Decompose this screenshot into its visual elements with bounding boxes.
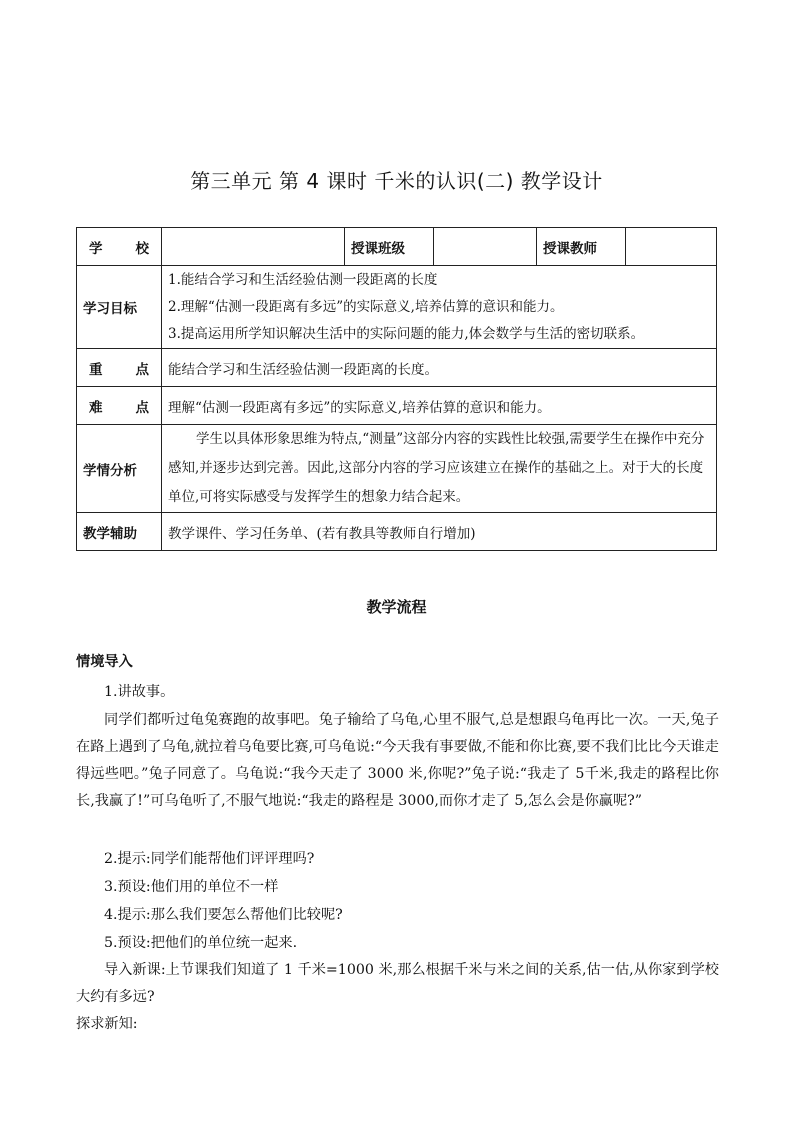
step-3: 3.预设:他们用的单位不一样 xyxy=(104,879,279,895)
teacher-label: 授课教师 xyxy=(537,228,626,266)
table-row xyxy=(77,228,717,266)
table-row xyxy=(77,513,717,551)
step-1: 1.讲故事。 xyxy=(104,684,175,700)
intro-paragraph: 导入新课:上节课我们知道了 1 千米=1000 米,那么根据千米与米之间的关系,估一估,从你家到学校大约有多远? xyxy=(76,962,719,1005)
step-5: 5.预设:把他们的单位统一起来. xyxy=(104,935,298,951)
key-label: 重 点 xyxy=(77,349,162,387)
step-4: 4.提示:那么我们要怎么帮他们比较呢? xyxy=(104,907,343,923)
analysis-value xyxy=(162,425,717,513)
aids-value: 教学课件、学习任务单、(若有教具等教师自行增加) xyxy=(162,513,717,551)
goals-cell xyxy=(162,266,717,349)
school-label: 学 校 xyxy=(77,228,162,266)
step-2: 2.提示:同学们能帮他们评评理吗? xyxy=(104,851,315,867)
key-value: 能结合学习和生活经验估测一段距离的长度。 xyxy=(162,349,717,387)
aids-label: 教学辅助 xyxy=(77,513,162,551)
table-row xyxy=(77,266,717,349)
goal-item: 1.能结合学习和生活经验估测一段距离的长度 xyxy=(168,271,438,288)
table-row xyxy=(77,425,717,513)
goal-item: 2.理解“估测一段距离有多远”的实际意义,培养估算的意识和能力。 xyxy=(168,298,564,315)
school-value xyxy=(162,228,345,266)
table-row xyxy=(77,387,717,425)
goals-label: 学习目标 xyxy=(77,266,162,349)
difficult-label: 难 点 xyxy=(77,387,162,425)
analysis-text: 学生以具体形象思维为特点,“测量”这部分内容的实践性比较强,需要学生在操作中充分感知,并逐步达到完善。因此,这部分内容的学习应该建立在操作的基础之上。对于大的长度单位,可将实际感受与发挥学生的想象力结合起来。 xyxy=(168,431,705,505)
table-row xyxy=(77,349,717,387)
class-value xyxy=(434,228,537,266)
analysis-label: 学情分析 xyxy=(77,425,162,513)
teacher-value xyxy=(626,228,717,266)
story-paragraph: 同学们都听过龟兔赛跑的故事吧。兔子输给了乌龟,心里不服气,总是想跟乌龟再比一次。一天,兔子在路上遇到了乌龟,就拉着乌龟要比赛,可乌龟说:“今天我有事要做,不能和你比赛,要不我们比比今天谁走得远些吧。”兔子同意了。乌龟说:“我今天走了 3000 米,你呢?”兔子说:“我走了 5千米,我走的路程比你长,我赢了!”可乌龟听了,不服气地说:“我走的路程是 3000,而你才走了 5,怎么会是你赢呢?” xyxy=(76,712,719,809)
goal-item: 3.提高运用所学知识解决生活中的实际问题的能力,体会数学与生活的密切联系。 xyxy=(168,325,645,342)
process-title: 教学流程 xyxy=(366,598,427,616)
class-label: 授课班级 xyxy=(345,228,434,266)
info-table xyxy=(76,227,717,551)
section-heading: 情境导入 xyxy=(76,654,133,670)
explore-heading: 探求新知: xyxy=(76,1016,138,1032)
difficult-value: 理解“估测一段距离有多远”的实际意义,培养估算的意识和能力。 xyxy=(162,387,717,425)
page-title: 第三单元 第 4 课时 千米的认识(二) 教学设计 xyxy=(190,169,603,193)
